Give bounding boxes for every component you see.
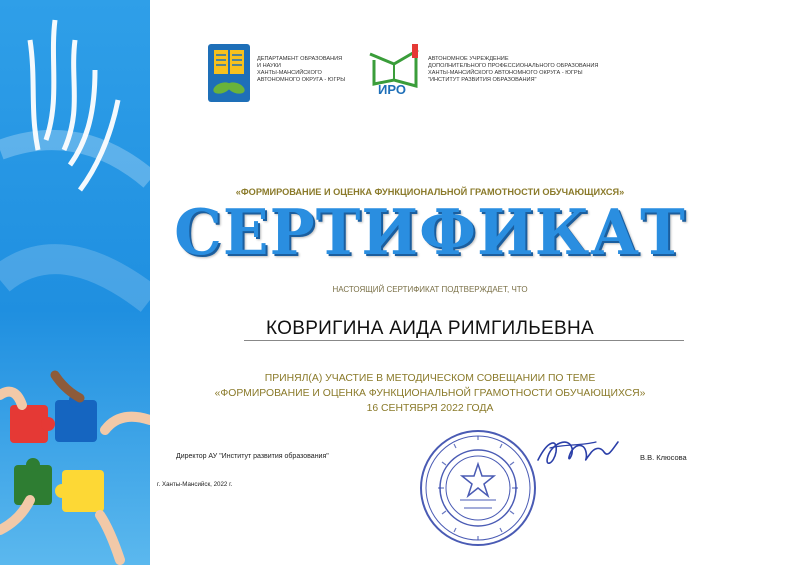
department-name-line: ДЕПАРТАМЕНТ ОБРАЗОВАНИЯ: [257, 56, 343, 62]
decorative-side-band: [0, 0, 150, 565]
iro-name-line: АВТОНОМНОЕ УЧРЕЖДЕНИЕ: [428, 56, 509, 62]
iro-name-line: ХАНТЫ-МАНСИЙСКОГО АВТОНОМНОГО ОКРУГА - ЮГРЫ: [428, 70, 583, 76]
iro-name-line: "ИНСТИТУТ РАЗВИТИЯ ОБРАЗОВАНИЯ": [428, 77, 537, 83]
director-name: В.В. Клюсова: [640, 453, 687, 462]
date-text: 16 СЕНТЯБРЯ 2022 ГОДА: [366, 403, 494, 414]
iro-logo-icon: [364, 42, 426, 98]
topic-text: «ФОРМИРОВАНИЕ И ОЦЕНКА ФУНКЦИОНАЛЬНОЙ ГРАМОТНОСТИ ОБУЧАЮЩИХСЯ»: [214, 388, 646, 399]
iro-name-line: ДОПОЛНИТЕЛЬНОГО ПРОФЕССИОНАЛЬНОГО ОБРАЗОВАНИЯ: [428, 63, 599, 69]
city-year: г. Ханты-Мансийск, 2022 г.: [157, 481, 233, 488]
director-title: Директор АУ "Институт развития образования": [176, 453, 329, 460]
name-underline: [244, 340, 684, 341]
official-stamp-icon: [418, 428, 538, 548]
department-name-line: АВТОНОМНОГО ОКРУГА - ЮГРЫ: [257, 77, 346, 83]
book-leaf-logo-icon: [206, 42, 252, 104]
department-name-line: И НАУКИ: [257, 63, 281, 69]
recipient-name: КОВРИГИНА АИДА РИМГИЛЬЕВНА: [266, 318, 594, 339]
certificate-title: СЕРТИФИКАТ: [174, 196, 686, 270]
confirmation-text: НАСТОЯЩИЙ СЕРТИФИКАТ ПОДТВЕРЖДАЕТ, ЧТО: [332, 285, 528, 294]
iro-logo-mark: ИРО: [378, 82, 406, 97]
signature-icon: [534, 430, 620, 474]
participation-text: ПРИНЯЛ(А) УЧАСТИЕ В МЕТОДИЧЕСКОМ СОВЕЩАНИИ ПО ТЕМЕ: [264, 373, 596, 384]
iro-logo-text: [428, 56, 628, 84]
department-logo-text: [257, 56, 367, 84]
department-name-line: ХАНТЫ-МАНСИЙСКОГО: [257, 70, 322, 76]
event-title: «ФОРМИРОВАНИЕ И ОЦЕНКА ФУНКЦИОНАЛЬНОЙ ГРАМОТНОСТИ ОБУЧАЮЩИХСЯ»: [235, 187, 625, 197]
